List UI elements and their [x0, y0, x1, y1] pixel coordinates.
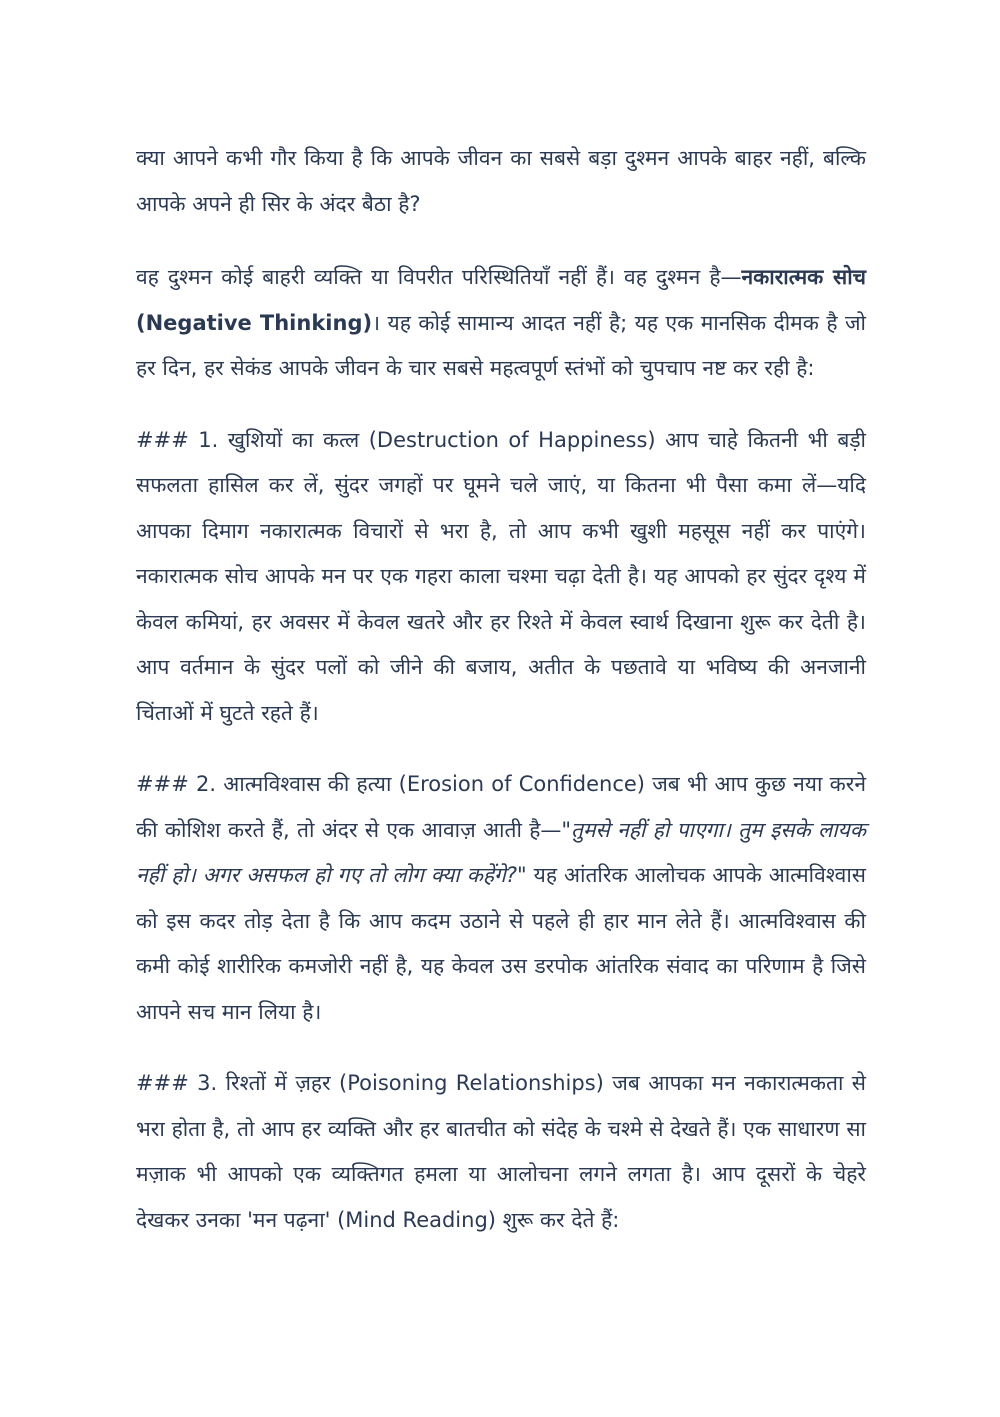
inner-critic-quote: "तुमसे नहीं हो पाएगा। तुम इसके लायक नहीं हो। अगर असफल हो गए तो लोग क्या कहेंगे?"	[136, 817, 866, 887]
paragraph-enemy	[136, 255, 866, 392]
negative-thinking-term: नकारात्मक सोच (Negative Thinking)	[136, 265, 866, 335]
section-confidence-rest: यह आंतरिक आलोचक आपके आत्मविश्वास को इस कदर तोड़ देता है कि आप कदम उठाने से पहले ही हार मान लेते हैं। आत्मविश्वास की कमी कोई शारीरिक कमजोरी नहीं है, यह केवल उस डरपोक आंतरिक संवाद का परिणाम है जिसे आपने सच मान लिया है।	[136, 863, 866, 1024]
section-relationships: ### 3. रिश्तों में ज़हर (Poisoning Relationships) जब आपका मन नकारात्मकता से भरा होता है, तो आप हर व्यक्ति और हर बातचीत को संदेह के चश्मे से देखते हैं। एक साधारण सा मज़ाक भी आपको एक व्यक्तिगत हमला या आलोचना लगने लगता है। आप दूसरों के चेहरे देखकर उनका 'मन पढ़ना' (Mind Reading) शुरू कर देते हैं:	[136, 1071, 866, 1232]
section-confidence	[136, 762, 866, 1035]
paragraph-enemy-rest: । यह कोई सामान्य आदत नहीं है; यह एक मानसिक दीमक है जो हर दिन, हर सेकंड आपके जीवन के चार सबसे महत्वपूर्ण स्तंभों को चुपचाप नष्ट कर रही है:	[136, 310, 866, 380]
paragraph-enemy-lead: वह दुश्मन कोई बाहरी व्यक्ति या विपरीत परिस्थितियाँ नहीं हैं। वह दुश्मन है—	[136, 265, 742, 289]
section-happiness: ### 1. खुशियों का कत्ल (Destruction of Happiness) आप चाहे कितनी भी बड़ी सफलता हासिल कर लें, सुंदर जगहों पर घूमने चले जाएं, या कितना भी पैसा कमा लें—यदि आपका दिमाग नकारात्मक विचारों से भरा है, तो आप कभी खुशी महसूस नहीं कर पाएंगे। नकारात्मक सोच आपके मन पर एक गहरा काला चश्मा चढ़ा देती है। यह आपको हर सुंदर दृश्य में केवल कमियां, हर अवसर में केवल खतरे और हर रिश्ते में केवल स्वार्थ दिखाना शुरू कर देती है। आप वर्तमान के सुंदर पलों को जीने की बजाय, अतीत के पछतावे या भविष्य की अनजानी चिंताओं में घुटते रहते हैं।	[136, 427, 867, 725]
section-confidence-lead: ### 2. आत्मविश्वास की हत्या (Erosion of Confidence) जब भी आप कुछ नया करने की कोशिश करते हैं, तो अंदर से एक आवाज़ आती है—	[136, 772, 866, 842]
paragraph-intro: क्या आपने कभी गौर किया है कि आपके जीवन का सबसे बड़ा दुश्मन आपके बाहर नहीं, बल्कि आपके अपने ही सिर के अंदर बैठा है?	[136, 146, 866, 216]
